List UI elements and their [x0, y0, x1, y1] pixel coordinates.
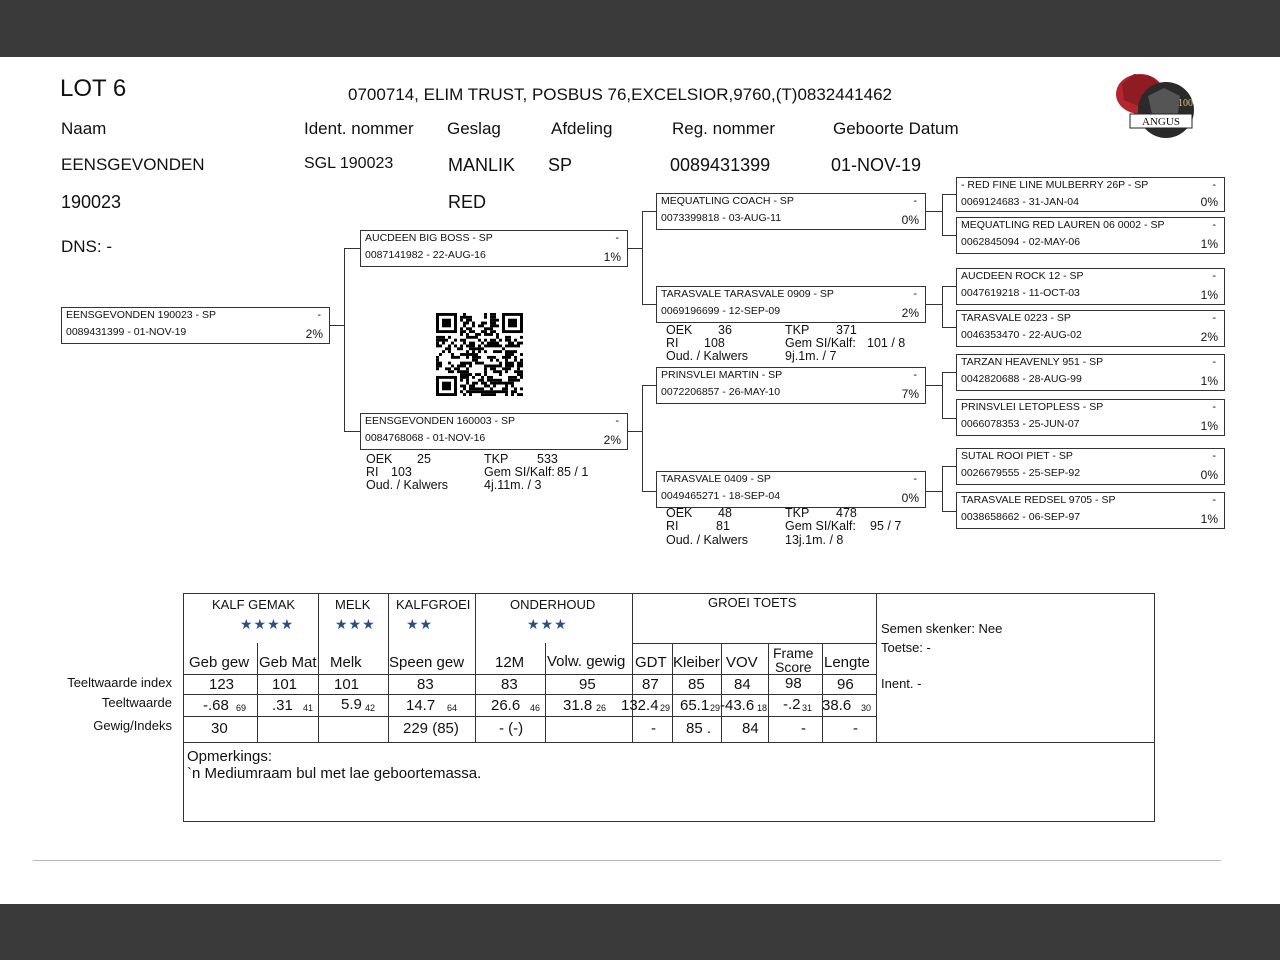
breeding-value: 132.4: [621, 697, 659, 714]
group-kalfgroei: KALFGROEI: [396, 597, 471, 612]
group-kalf-gemak: KALF GEMAK: [212, 597, 296, 612]
animal-reg: 0073399818 - 03-AUG-11: [661, 212, 782, 224]
bottom-bar: [0, 904, 1280, 960]
group-onderhoud: ONDERHOUD: [510, 597, 596, 612]
lot-number: LOT 6: [60, 75, 127, 102]
remarks-text: `n Mediumraam bul met lae geboortemassa.: [187, 765, 482, 782]
animal-mark: -: [913, 473, 917, 485]
connector-line: [642, 211, 643, 304]
animal-name: TARASVALE 0223 - SP: [961, 312, 1071, 324]
animal-mark: -: [317, 309, 321, 321]
animal-percent: 1%: [1200, 419, 1218, 433]
connector-line: [628, 248, 642, 249]
stat-label: TKP: [785, 323, 810, 337]
col-header: Score: [775, 659, 812, 675]
animal-name: TARASVALE REDSEL 9705 - SP: [961, 494, 1116, 506]
label-geslag: Geslag: [447, 119, 501, 138]
breeding-value: 65.1: [680, 697, 710, 714]
dns-status: DNS: -: [61, 237, 112, 256]
col-header: 12M: [495, 654, 525, 671]
accuracy-value: 29: [660, 703, 671, 713]
breeding-value: 5.9: [341, 696, 362, 713]
connector-line: [926, 304, 942, 305]
stat-label: RI: [366, 465, 379, 479]
pedigree-box-ggs: [956, 310, 1225, 347]
connector-line: [642, 491, 656, 492]
remarks-label: Opmerkings:: [187, 748, 273, 765]
stat-label: OEK: [666, 506, 693, 520]
animal-mark: -: [1212, 312, 1216, 324]
animal-reg: 0047619218 - 11-OCT-03: [961, 287, 1080, 299]
breeding-value: 26.6: [491, 697, 521, 714]
animal-percent: 2%: [305, 327, 323, 341]
connector-line: [942, 466, 956, 467]
animal-reg: 0049465271 - 18-SEP-04: [661, 490, 781, 502]
col-header: Melk: [330, 654, 362, 671]
value-kleur: RED: [448, 192, 487, 212]
connector-line: [942, 194, 943, 235]
animal-name: TARZAN HEAVENLY 951 - SP: [961, 356, 1104, 368]
stat-label: Oud. / Kalwers: [666, 533, 748, 547]
animal-reg: 0026679555 - 25-SEP-92: [961, 467, 1081, 479]
label-naam: Naam: [61, 119, 107, 138]
page-divider: [33, 860, 1221, 861]
pedigree-box-ggs: [956, 448, 1225, 485]
stat-label: Gem SI/Kalf:: [484, 465, 555, 479]
weight-value: - (-): [499, 720, 524, 737]
connector-line: [926, 385, 942, 386]
connector-line: [642, 211, 656, 212]
connector-line: [942, 418, 956, 419]
stat-label: Gem SI/Kalf:: [785, 336, 856, 350]
accuracy-value: 29: [710, 703, 721, 713]
animal-mark: -: [1212, 179, 1216, 191]
weight-value: 85 .: [686, 720, 712, 737]
connector-line: [926, 491, 942, 492]
svg-text:100: 100: [1178, 98, 1193, 109]
index-value: 95: [579, 676, 596, 693]
stat-label: TKP: [785, 506, 810, 520]
stat-label: Oud. / Kalwers: [666, 349, 748, 363]
connector-line: [942, 372, 943, 418]
connector-line: [942, 372, 956, 373]
animal-percent: 0%: [1200, 195, 1218, 209]
animal-mark: -: [1212, 450, 1216, 462]
connector-line: [942, 466, 943, 511]
pedigree-box-sire-dam: [656, 286, 926, 323]
group-groei-toets: GROEI TOETS: [708, 595, 797, 610]
stat-value: 478: [836, 506, 857, 520]
accuracy-value: 26: [596, 703, 607, 713]
stat-label: OEK: [366, 452, 393, 466]
pedigree-box-sire-sire: [656, 193, 926, 230]
connector-line: [344, 248, 360, 249]
accuracy-value: 69: [236, 703, 247, 713]
pedigree-box-subject: [61, 307, 330, 344]
animal-reg: 0072206857 - 26-MAY-10: [661, 386, 781, 398]
stat-label: Oud. / Kalwers: [366, 478, 448, 492]
label-reg: Reg. nommer: [672, 119, 775, 138]
animal-name: AUCDEEN BIG BOSS - SP: [365, 232, 493, 244]
animal-percent: 2%: [603, 433, 621, 447]
vaccinations: Inent. -: [881, 676, 922, 691]
connector-line: [330, 325, 344, 326]
value-naam-number: 190023: [61, 192, 122, 212]
accuracy-value: 64: [447, 703, 458, 713]
weight-value: -: [853, 720, 858, 737]
connector-line: [942, 286, 943, 327]
tests: Toetse: -: [881, 640, 931, 655]
col-header: Frame: [773, 645, 814, 661]
stat-value: 101 / 8: [867, 336, 906, 350]
animal-reg: 0084768068 - 01-NOV-16: [365, 432, 486, 444]
stat-value: 81: [716, 519, 730, 533]
stars-onderhoud-icon: ★★★: [527, 616, 568, 632]
animal-reg: 0089431399 - 01-NOV-19: [66, 326, 187, 338]
label-geboorte: Geboorte Datum: [833, 119, 959, 138]
breeding-value: -.2: [783, 696, 801, 713]
stat-value: 95 / 7: [870, 519, 902, 533]
animal-mark: -: [913, 369, 917, 381]
weight-value: 84: [742, 720, 759, 737]
col-header: Volw. gewig: [547, 653, 626, 670]
col-header: Geb gew: [189, 654, 250, 671]
accuracy-value: 30: [861, 703, 872, 713]
connector-line: [628, 431, 642, 432]
animal-reg: 0042820688 - 28-AUG-99: [961, 373, 1082, 385]
angus-logo-icon: [1112, 66, 1196, 144]
animal-percent: 1%: [1200, 374, 1218, 388]
animal-name: MEQUATLING COACH - SP: [661, 195, 794, 207]
animal-mark: -: [1212, 494, 1216, 506]
connector-line: [942, 235, 956, 236]
animal-name: TARASVALE TARASVALE 0909 - SP: [661, 288, 834, 300]
stat-label: OEK: [666, 323, 693, 337]
connector-line: [942, 286, 956, 287]
pedigree-box-ggs: [956, 399, 1225, 436]
pedigree-box-sire: [360, 230, 628, 267]
stat-value: 9j.1m. / 7: [785, 349, 837, 363]
animal-reg: 0069196699 - 12-SEP-09: [661, 305, 781, 317]
accuracy-value: 42: [365, 703, 376, 713]
pedigree-box-ggs: [956, 217, 1225, 254]
owner-address: 0700714, ELIM TRUST, POSBUS 76,EXCELSIOR,9760,(T)0832441462: [348, 85, 892, 104]
pedigree-box-ggs: [956, 492, 1225, 529]
animal-reg: 0066078353 - 25-JUN-07: [961, 418, 1080, 430]
index-value: 85: [688, 676, 705, 693]
animal-percent: 0%: [901, 491, 919, 505]
animal-mark: -: [913, 288, 917, 300]
weight-value: -: [651, 720, 656, 737]
index-value: 123: [209, 676, 235, 693]
logo-text: ANGUS: [1142, 116, 1180, 128]
animal-name: TARASVALE 0409 - SP: [661, 473, 771, 485]
stat-value: 25: [417, 452, 431, 466]
animal-mark: -: [1212, 219, 1216, 231]
pedigree-box-dam-sire: [656, 367, 926, 404]
animal-name: PRINSVLEI MARTIN - SP: [661, 369, 783, 381]
weight-value: 30: [211, 720, 228, 737]
index-value: 83: [501, 676, 518, 693]
breeding-value: 38.6: [822, 697, 852, 714]
breeding-value: -43.6: [720, 697, 755, 714]
col-header: Speen gew: [389, 654, 465, 671]
animal-reg: 0087141982 - 22-AUG-16: [365, 249, 486, 261]
animal-percent: 7%: [901, 387, 919, 401]
index-value: 87: [642, 676, 659, 693]
animal-name: AUCDEEN ROCK 12 - SP: [961, 270, 1084, 282]
animal-name: EENSGEVONDEN 190023 - SP: [66, 309, 216, 321]
connector-line: [942, 194, 956, 195]
animal-name: SUTAL ROOI PIET - SP: [961, 450, 1073, 462]
index-value: 101: [334, 676, 360, 693]
index-value: 101: [272, 676, 298, 693]
animal-percent: 1%: [1200, 288, 1218, 302]
connector-line: [942, 327, 956, 328]
qr-code-icon: [436, 313, 523, 396]
value-geslag: MANLIK: [448, 155, 516, 175]
weight-value: 229 (85): [403, 720, 459, 737]
stat-label: RI: [666, 336, 679, 350]
pedigree-box-dam-dam: [656, 471, 926, 508]
animal-percent: 1%: [1200, 512, 1218, 526]
value-afdeling: SP: [548, 155, 573, 175]
top-bar: [0, 0, 1280, 57]
animal-percent: 1%: [1200, 237, 1218, 251]
col-header: VOV: [726, 654, 758, 671]
stat-value: 36: [718, 323, 732, 337]
accuracy-value: 18: [757, 703, 768, 713]
animal-mark: -: [615, 415, 619, 427]
animal-percent: 0%: [901, 213, 919, 227]
index-value: 83: [417, 676, 434, 693]
row-label-index: Teeltwaarde index: [67, 675, 172, 690]
col-header: Geb Mat: [259, 654, 317, 671]
animal-percent: 2%: [901, 306, 919, 320]
animal-percent: 1%: [603, 250, 621, 264]
animal-reg: 0069124683 - 31-JAN-04: [961, 196, 1079, 208]
stat-value: 371: [836, 323, 857, 337]
row-label-teeltwaarde: Teeltwaarde: [101, 695, 172, 710]
label-ident: Ident. nommer: [304, 119, 414, 138]
animal-mark: -: [1212, 356, 1216, 368]
animal-name: MEQUATLING RED LAUREN 06 0002 - SP: [961, 219, 1165, 231]
semen-donor: Semen skenker: Nee: [881, 621, 1003, 636]
stat-value: 85 / 1: [557, 465, 589, 479]
animal-name: EENSGEVONDEN 160003 - SP: [365, 415, 515, 427]
value-geboorte: 01-NOV-19: [831, 155, 922, 175]
pedigree-box-ggs: [956, 177, 1225, 212]
animal-mark: -: [913, 195, 917, 207]
stars-kalf-gemak-icon: ★★★★: [240, 616, 295, 632]
connector-line: [942, 511, 956, 512]
stat-label: RI: [666, 519, 679, 533]
stat-label: TKP: [484, 452, 509, 466]
stat-value: 103: [391, 465, 412, 479]
index-value: 96: [837, 676, 854, 693]
row-label-gewig: Gewig/Indeks: [93, 718, 172, 733]
animal-mark: -: [1212, 401, 1216, 413]
connector-line: [642, 385, 656, 386]
col-header: Lengte: [824, 654, 870, 671]
stat-value: 48: [718, 506, 732, 520]
group-melk: MELK: [335, 597, 371, 612]
value-reg: 0089431399: [670, 155, 771, 175]
connector-line: [344, 431, 360, 432]
connector-line: [926, 211, 942, 212]
performance-table: [183, 593, 1155, 822]
pedigree-box-ggs: [956, 354, 1225, 391]
breeding-value: 14.7: [406, 697, 436, 714]
col-header: Kleiber: [673, 654, 720, 671]
accuracy-value: 41: [303, 703, 314, 713]
col-header: GDT: [635, 654, 667, 671]
animal-reg: 0046353470 - 22-AUG-02: [961, 329, 1082, 341]
animal-percent: 0%: [1200, 468, 1218, 482]
stat-value: 533: [537, 452, 558, 466]
breeding-value: -.68: [203, 697, 229, 714]
pedigree-box-ggs: [956, 268, 1225, 305]
animal-name: - RED FINE LINE MULBERRY 26P - SP: [961, 179, 1149, 191]
stars-kalfgroei-icon: ★★: [406, 616, 434, 632]
animal-reg: 0062845094 - 02-MAY-06: [961, 236, 1081, 248]
index-value: 84: [734, 676, 751, 693]
breeding-value: .31: [272, 697, 293, 714]
animal-mark: -: [1212, 270, 1216, 282]
stat-value: 108: [704, 336, 725, 350]
accuracy-value: 31: [802, 703, 813, 713]
animal-name: PRINSVLEI LETOPLESS - SP: [961, 401, 1104, 413]
connector-line: [344, 248, 345, 431]
stat-value: 13j.1m. / 8: [785, 533, 844, 547]
animal-reg: 0038658662 - 06-SEP-97: [961, 511, 1081, 523]
pedigree-box-dam: [360, 413, 628, 450]
connector-line: [642, 304, 656, 305]
stat-value: 4j.11m. / 3: [484, 478, 542, 492]
stars-melk-icon: ★★★: [335, 616, 376, 632]
animal-percent: 2%: [1200, 330, 1218, 344]
accuracy-value: 46: [530, 703, 541, 713]
label-afdeling: Afdeling: [551, 119, 613, 138]
value-ident: SGL 190023: [304, 155, 394, 172]
breeding-value: 31.8: [563, 697, 593, 714]
animal-mark: -: [615, 232, 619, 244]
stat-label: Gem SI/Kalf:: [785, 519, 856, 533]
value-naam: EENSGEVONDEN: [61, 155, 205, 174]
weight-value: -: [801, 720, 806, 737]
index-value: 98: [785, 675, 802, 692]
connector-line: [642, 385, 643, 491]
